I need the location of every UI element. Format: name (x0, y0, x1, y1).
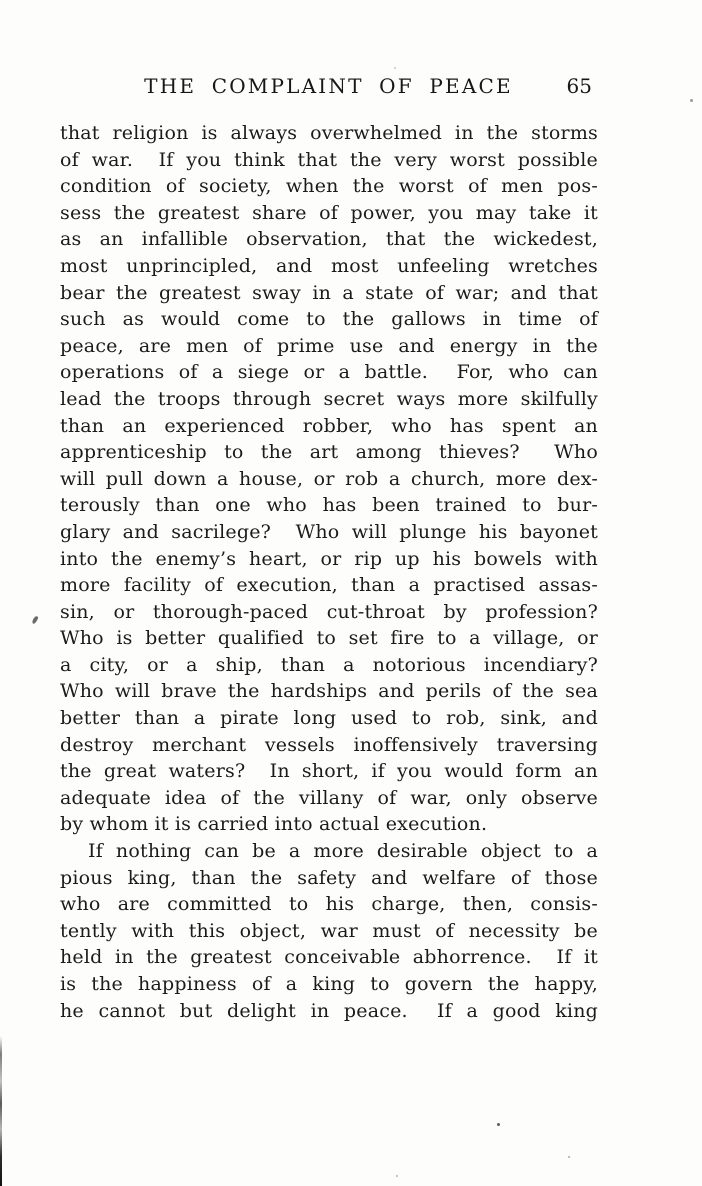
text-line: held in the greatest conceivable abhorrence. If it (60, 946, 598, 969)
text-line: the great waters? In short, if you would form an (60, 760, 598, 783)
text-line: sess the greatest share of power, you may take it (60, 201, 598, 224)
text-line: he cannot but delight in peace. If a good king (60, 999, 598, 1022)
text-line: operations of a siege or a battle. For, who can (60, 361, 598, 384)
text-line: destroy merchant vessels inoffensively traversing (60, 733, 598, 756)
text-line: by whom it is carried into actual execution. (60, 813, 488, 836)
text-line: Who will brave the hardships and perils of the sea (60, 680, 598, 703)
text-line: will pull down a house, or rob a church, more dex- (60, 467, 598, 490)
text-line: glary and sacrilege? Who will plunge his bayonet (60, 520, 598, 543)
text-line: terously than one who has been trained to bur- (60, 494, 598, 517)
text-line: bear the greatest sway in a state of war; and that (60, 281, 598, 304)
text-line: than an experienced robber, who has spent an (60, 414, 598, 437)
text-line: that religion is always overwhelmed in the storms (60, 122, 598, 144)
text-line: sin, or thorough-paced cut-throat by profession? (60, 600, 598, 623)
text-line: apprenticeship to the art among thieves? Who (60, 441, 598, 464)
text-line: into the enemy’s heart, or rip up his bowels with (60, 547, 598, 570)
scan-speck (690, 99, 693, 102)
text-line: such as would come to the gallows in time of (60, 308, 598, 331)
paragraph (60, 120, 598, 838)
text-line: who are committed to his charge, then, consis- (60, 893, 598, 916)
text-line: pious king, than the safety and welfare of those (60, 866, 598, 889)
page-title: THE COMPLAINT OF PEACE (144, 74, 513, 98)
text-line: Who is better qualified to set fire to a village, or (60, 627, 598, 650)
text-line: as an infallible observation, that the wickedest, (60, 228, 598, 251)
text-line: most unprincipled, and most unfeeling wretches (60, 254, 598, 277)
scan-edge-shadow (0, 1036, 2, 1186)
text-line: a city, or a ship, than a notorious incendiary? (60, 653, 598, 676)
text-line: better than a pirate long used to rob, sink, and (60, 707, 598, 730)
text-line: condition of society, when the worst of men pos- (60, 175, 598, 198)
page-number: 65 (566, 74, 592, 98)
scan-speck (568, 1156, 570, 1158)
text-line: If nothing can be a more desirable object to a (88, 840, 598, 863)
text-line: is the happiness of a king to govern the happy, (60, 973, 598, 995)
stray-ink-mark (31, 616, 39, 624)
scan-speck (394, 67, 396, 69)
text-line: tently with this object, war must of necessity be (60, 919, 598, 942)
text-line: of war. If you think that the very worst possible (60, 148, 598, 171)
text-line: more facility of execution, than a practised assas- (60, 574, 598, 597)
paragraph (60, 838, 598, 1024)
body-text (60, 120, 598, 1024)
text-line: adequate idea of the villany of war, only observe (60, 786, 598, 809)
page-header (60, 74, 597, 100)
text-line: lead the troops through secret ways more skilfully (60, 387, 598, 410)
scan-speck (497, 1123, 500, 1126)
scan-speck (396, 1175, 398, 1177)
text-line: peace, are men of prime use and energy in the (60, 334, 598, 357)
